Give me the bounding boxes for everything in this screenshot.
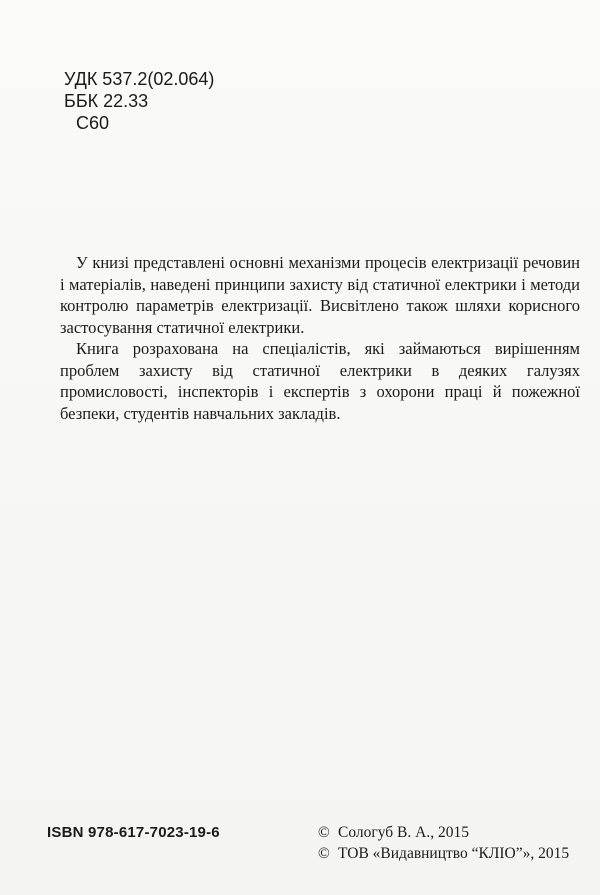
author-mark: С60: [76, 113, 110, 133]
book-abstract: [60, 252, 580, 424]
classification-codes: [64, 68, 214, 134]
copyright-symbol: ©: [318, 824, 330, 841]
copyright-publisher-line: [318, 843, 569, 864]
copyright-author-line: [318, 822, 569, 843]
copyright-author: Сологуб В. А., 2015: [338, 824, 469, 841]
abstract-paragraph: У книзі представлені основні механізми процесів електризації речовин і матеріалів, наведені принципи захисту від статичної електрики і методи контролю параметрів електризації. Висвітлено також шляхи корисного застосування статичної електрики.: [60, 253, 580, 337]
isbn: ISBN 978-617-7023-19-6: [47, 824, 220, 841]
abstract-paragraph: Книга розрахована на спеціалістів, які займаються вирішенням проблем захисту від статичної електрики в деяких галузях промисловості, інспекторів і експертів з охорони праці й пожежної безпеки, студентів навчальних закладів.: [60, 339, 580, 423]
bbk-code: ББК 22.33: [64, 91, 149, 111]
copyright-publisher: ТОВ «Видавництво “КЛІО”», 2015: [338, 845, 570, 862]
copyright-symbol: ©: [318, 845, 330, 862]
copyright-block: [318, 822, 569, 864]
udk-code: УДК 537.2(02.064): [64, 69, 215, 89]
